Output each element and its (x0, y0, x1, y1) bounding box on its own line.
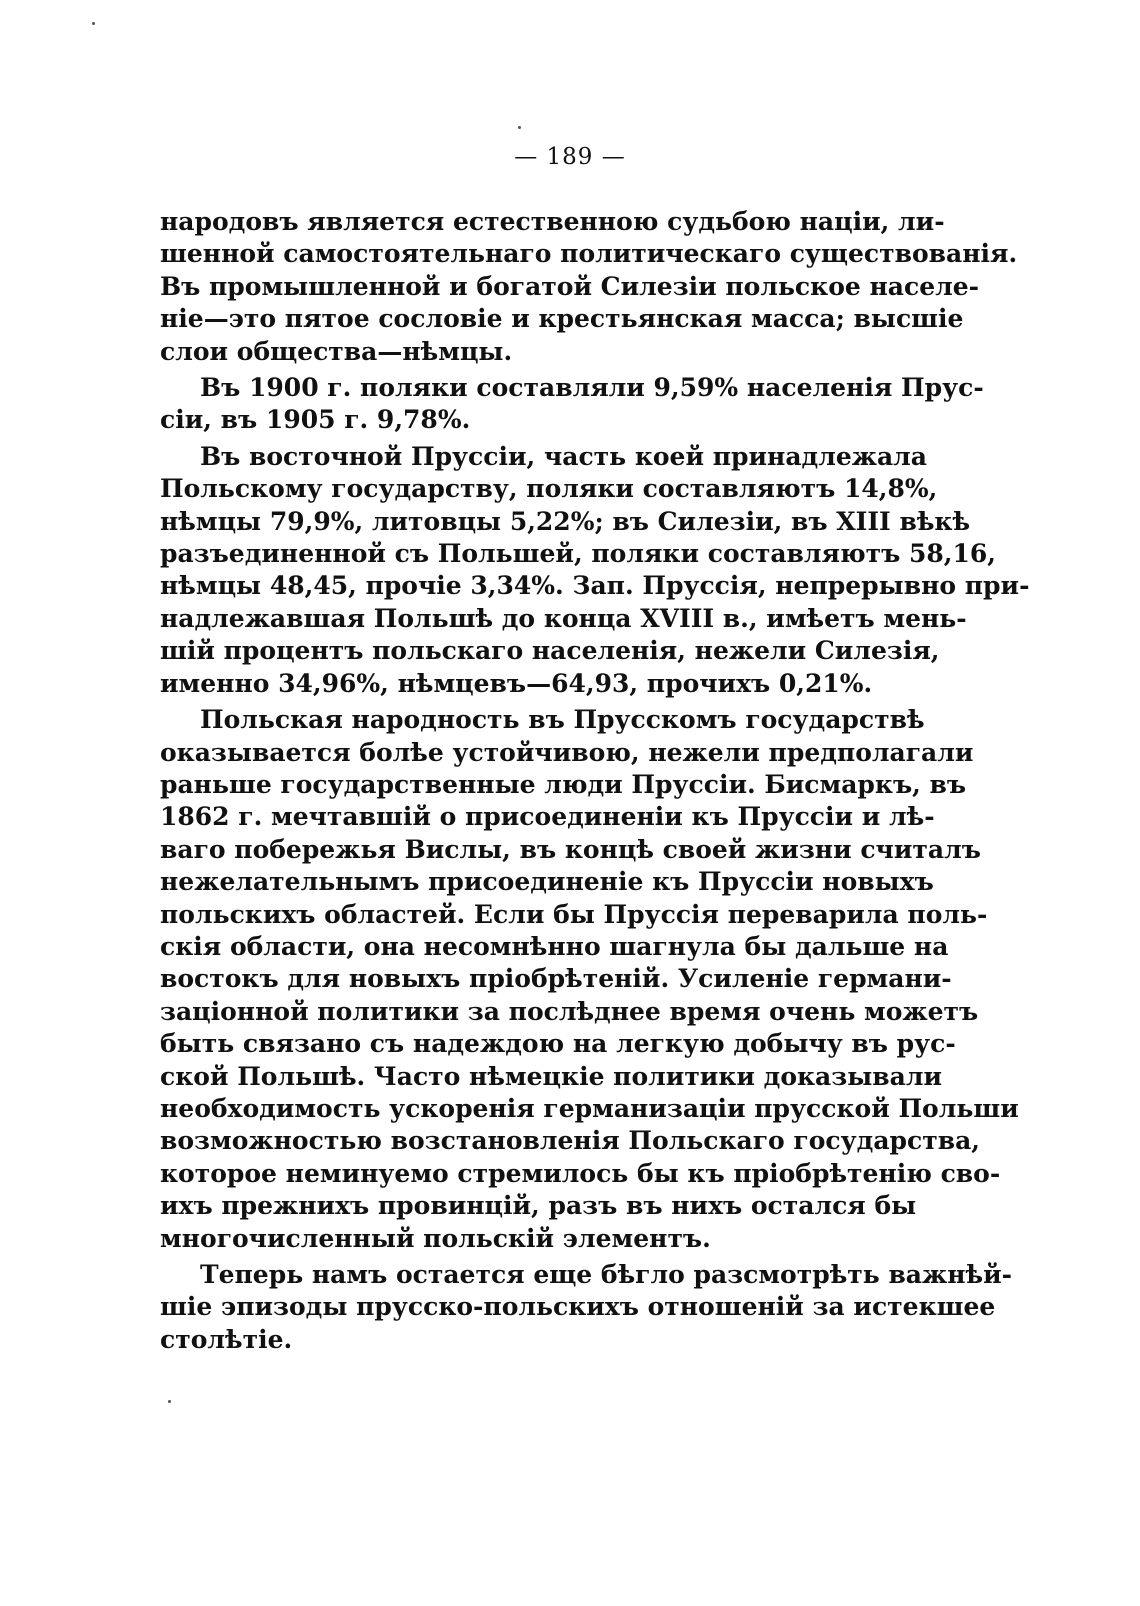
text-line: заціонной политики за послѣднее время очень можетъ (160, 996, 979, 1026)
text-line: сіи, въ 1905 г. 9,78%. (160, 405, 471, 435)
text-line: необходимость ускоренія германизаціи прусской Польши (160, 1093, 1019, 1123)
text-line: Польскому государству, поляки составляютъ 14,8%, (160, 474, 938, 504)
text-line: нѣмцы 48,45, прочіе 3,34%. Зап. Пруссія, непрерывно при- (160, 571, 1030, 601)
page-number: — 189 — (514, 144, 626, 170)
paragraph-2 (160, 372, 984, 437)
text-line: слои общества—нѣмцы. (160, 336, 513, 366)
text-line: Въ восточной Пруссіи, часть коей принадлежала (200, 441, 927, 471)
text-line: народовъ является естественною судьбою націи, ли- (160, 207, 945, 236)
text-line: возможностью возстановленія Польскаго государства, (160, 1126, 980, 1156)
paragraph-4 (160, 704, 1019, 1255)
scan-speck (92, 22, 95, 25)
text-line: быть связано съ надеждою на легкую добычу въ рус- (160, 1029, 956, 1059)
text-line: Польская народность въ Прусскомъ государствѣ (200, 705, 925, 735)
text-line: нежелательнымъ присоединеніе къ Пруссіи новыхъ (160, 867, 934, 897)
text-line: надлежавшая Польшѣ до конца XVIII в., имѣетъ мень- (160, 603, 967, 633)
text-line: оказывается болѣе устойчивою, нежели предполагали (160, 737, 974, 767)
text-line: 1862 г. мечтавшій о присоединеніи къ Пруссіи и лѣ- (160, 802, 935, 832)
scan-speck (168, 1400, 171, 1403)
paragraph-3 (160, 441, 1030, 700)
text-line: многочисленный польскій элементъ. (160, 1223, 711, 1253)
text-line: шенной самостоятельнаго политическаго существованія. (160, 239, 1018, 269)
text-line: шіе эпизоды прусско-польскихъ отношеній за истекшее (160, 1292, 996, 1322)
text-line: которое неминуемо стремилось бы къ пріобрѣтенію сво- (160, 1158, 1001, 1188)
text-line: раньше государственные люди Пруссіи. Бисмаркъ, въ (160, 769, 967, 799)
scan-speck (518, 126, 521, 129)
text-line: ской Польшѣ. Часто нѣмецкіе политики доказывали (160, 1061, 942, 1091)
text-line: столѣтіе. (160, 1324, 293, 1354)
paragraph-5 (160, 1259, 1013, 1356)
text-line: Въ 1900 г. поляки составляли 9,59% населенія Прус- (200, 373, 984, 403)
text-line: шій процентъ польскаго населенія, нежели Силезія, (160, 636, 940, 666)
text-line: ніе—это пятое сословіе и крестьянская масса; высшіе (160, 304, 964, 334)
text-line: разъединенной съ Польшей, поляки составляютъ 58,16, (160, 539, 996, 569)
text-line: Въ промышленной и богатой Силезіи польское населе- (160, 271, 980, 301)
text-line: востокъ для новыхъ пріобрѣтеній. Усиленіе германи- (160, 964, 952, 994)
text-line: ваго побережья Вислы, въ концѣ своей жизни считалъ (160, 834, 981, 864)
paragraph-1 (160, 206, 1018, 368)
text-line: скія области, она несомнѣнно шагнула бы дальше на (160, 931, 949, 961)
text-line: ихъ прежнихъ провинцій, разъ въ нихъ остался бы (160, 1191, 917, 1221)
text-line: польскихъ областей. Если бы Пруссія переварила поль- (160, 899, 988, 929)
text-line: именно 34,96%, нѣмцевъ—64,93, прочихъ 0,21%. (160, 668, 873, 698)
body-text (160, 206, 1030, 1356)
text-line: нѣмцы 79,9%, литовцы 5,22%; въ Силезіи, въ XIII вѣкѣ (160, 506, 971, 536)
text-line: Теперь намъ остается еще бѣгло разсмотрѣть важнѣй- (200, 1260, 1013, 1289)
